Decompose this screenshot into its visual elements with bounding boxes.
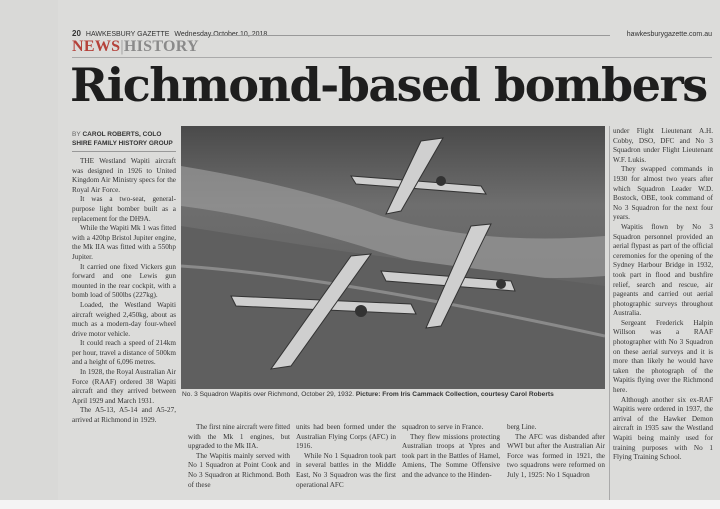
article-paragraph: In 1928, the Royal Australian Air Force (RAAF) ordered 38 Wapiti aircraft and they arrived between April 1929 and March 1931. — [72, 368, 176, 405]
article-column-3 — [296, 423, 396, 490]
header-rule — [210, 35, 610, 36]
article-column-1 — [72, 157, 176, 426]
article-paragraph: The Wapitis mainly served with No 1 Squadron at Point Cook and No 3 Squadron at Richmond. Both of these — [188, 451, 290, 489]
article-paragraph: Although another six ex-RAF Wapitis were ordered in 1937, the arrival of the Hawker Demon aircraft in 1935 saw the Westland Wapiti being mainly used for training purposes with No 1 Flying Training School. — [613, 395, 713, 462]
article-paragraph: berg Line. — [507, 423, 537, 431]
page-number: 20 — [72, 29, 81, 38]
article-paragraph: Wapitis flown by No 3 Squadron personnel provided an aerial flypast as part of the official ceremonies for the opening of the Sydney Harbour Bridge in 1932, took part in flood and bushfire relief, search and rescue, air pageants and carried out aerial photographic surveys throughout Australia. — [613, 222, 713, 318]
page-header — [72, 29, 712, 38]
issue-date: Wednesday October 10, 2018 — [174, 31, 268, 38]
article-paragraph: Loaded, the Westland Wapiti aircraft weighed 2,450kg, about as much as a modern-day four-wheel drive motor vehicle. — [72, 300, 176, 338]
article-paragraph: They flew missions protecting Australian troops at Ypres and took part in the Battles of Hamel, Amiens, The Somme Offensive and the advance to the Hinden- — [402, 432, 500, 479]
article-paragraph: The A5-13, A5-14 and A5-27, arrived at Richmond in 1929. — [72, 406, 176, 425]
article-paragraph: The first nine aircraft were fitted with the Mk 1 engines, but upgraded to the Mk IIA. — [188, 423, 290, 451]
section-label — [72, 38, 199, 56]
article-paragraph: units had been formed under the Australian Flying Corps (AFC) in 1916. — [296, 423, 396, 451]
column-divider — [609, 126, 610, 500]
section-news: NEWS — [72, 38, 121, 55]
article-paragraph: It could reach a speed of 214km per hour, travel a distance of 500km and a height of 6,096 metres. — [72, 339, 176, 367]
byline — [72, 130, 176, 152]
article-paragraph: The AFC was disbanded after WWI but after the Australian Air Force was formed in 1921, the two squadrons were reformed on July 1, 1925: No 1 Squadron — [507, 432, 605, 479]
photo-wapiti-aircraft — [181, 126, 605, 389]
website: hawkesburygazette.com.au — [626, 31, 712, 38]
article-paragraph: squadron to serve in France. — [402, 423, 484, 431]
photo-credit: Picture: From Iris Cammack Collection, courtesy Carol Roberts — [355, 391, 554, 398]
page-margin — [0, 500, 720, 509]
byline-prefix: BY — [72, 131, 81, 138]
article-paragraph: Sergeant Frederick Halpin Willson was a RAAF photographer with No 3 Squadron on these aerial surveys and it is more than likely he would have taken the photograph of the Wapitis flying over the Richmond here. — [613, 318, 713, 395]
article-column-4 — [402, 423, 500, 481]
headline: Richmond-based bombers — [70, 58, 707, 112]
article-paragraph: It carried one fixed Vickers gun forward and one Lewis gun mounted in the rear cockpit, with a bomb load of 500lbs (227kg). — [72, 262, 176, 300]
article-column-2 — [188, 423, 290, 490]
byline-author: CAROL ROBERTS, COLO SHIRE FAMILY HISTORY GROUP — [72, 131, 173, 147]
photo-caption — [182, 391, 606, 398]
article-paragraph: While the Wapiti Mk 1 was fitted with a 420hp Bristol Jupiter engine, the Mk IIA was fitted with a 550hp Jupiter. — [72, 224, 176, 261]
article-column-5 — [507, 423, 605, 481]
article-paragraph: They swapped commands in 1930 for almost two years after which Squadron Leader W.D. Bostock, OBE, took command of No 3 Squadron for the next four years. — [613, 165, 713, 222]
article-paragraph: It was a two-seat, general-purpose light bomber built as a replacement for the DH9A. — [72, 195, 176, 223]
article-paragraph: While No 1 Squadron took part in several battles in the Middle East, No 3 Squadron was the first operational AFC — [296, 451, 396, 489]
article-paragraph: under Flight Lieutenant A.H. Cobby, DSO, DFC and No 3 Squadron under Flight Lieutenant W.F. Lukis. — [613, 127, 713, 164]
article-paragraph: THE Westland Wapiti aircraft was designed in 1926 to United Kingdom Air Ministry specs for the Royal Air Force. — [72, 157, 176, 194]
publication-name: HAWKESBURY GAZETTE — [85, 31, 170, 38]
caption-text: No. 3 Squadron Wapitis over Richmond, October 29, 1932. — [182, 391, 355, 398]
article-column-6 — [613, 127, 713, 463]
section-separator: | — [120, 38, 124, 55]
section-history: HISTORY — [123, 38, 199, 55]
